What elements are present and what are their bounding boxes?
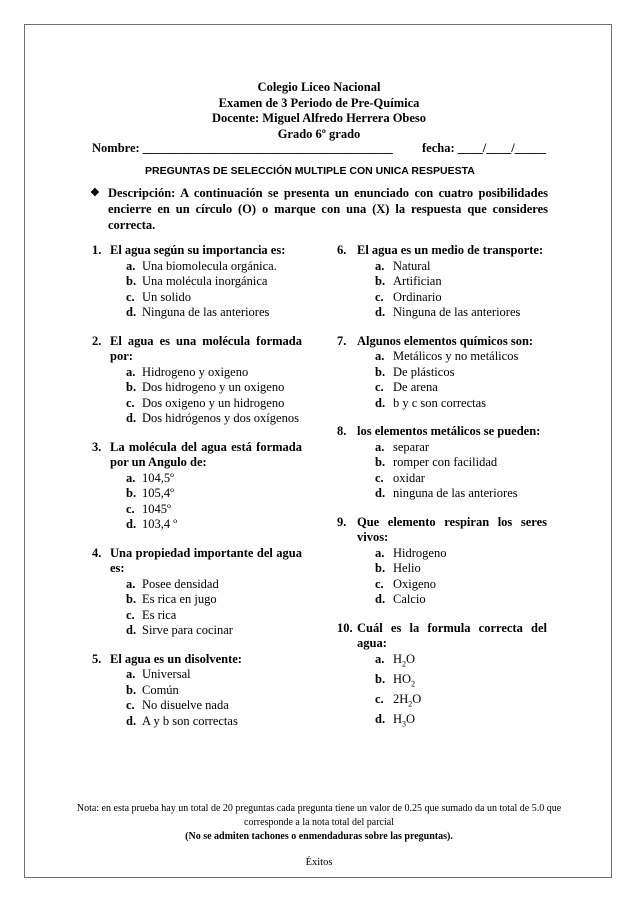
question-text: El agua es un disolvente: bbox=[110, 651, 242, 666]
option-text: $H_3O$ bbox=[393, 711, 416, 728]
option-text: No disuelve nada bbox=[142, 698, 229, 712]
question-number: 9. bbox=[337, 514, 347, 529]
option-letter: d. bbox=[126, 517, 137, 531]
answer-option[interactable] bbox=[92, 592, 302, 608]
option-text: Artifician bbox=[393, 274, 442, 288]
options-list bbox=[92, 471, 302, 533]
option-text: Dos hidrogeno y un oxigeno bbox=[142, 380, 285, 394]
option-letter: a. bbox=[126, 667, 136, 681]
answer-option[interactable] bbox=[337, 440, 547, 456]
answer-option[interactable] bbox=[92, 365, 302, 381]
option-text: 1045º bbox=[142, 501, 171, 516]
option-text: Ninguna de las anteriores bbox=[393, 305, 521, 319]
name-field[interactable]: Nombre: ________________________________________ bbox=[92, 141, 393, 155]
options-list bbox=[92, 577, 302, 639]
options-list bbox=[92, 259, 302, 321]
question-number: 5. bbox=[92, 651, 102, 666]
answer-option[interactable] bbox=[337, 672, 547, 692]
question-number: 10. bbox=[337, 620, 353, 635]
answer-option[interactable] bbox=[92, 259, 302, 275]
option-text: De plásticos bbox=[393, 364, 455, 379]
answer-option[interactable] bbox=[337, 486, 547, 502]
option-text: Hidrogeno bbox=[393, 545, 447, 560]
option-letter: b. bbox=[375, 561, 386, 575]
options-list bbox=[337, 349, 547, 411]
answer-option[interactable] bbox=[92, 396, 302, 412]
answer-option[interactable] bbox=[92, 290, 302, 306]
option-letter: b. bbox=[126, 380, 137, 394]
grade-label: Grado 6º grado bbox=[277, 126, 361, 141]
answer-option[interactable] bbox=[92, 698, 302, 714]
question-text: los elementos metálicos se pueden: bbox=[357, 424, 541, 438]
answer-option[interactable] bbox=[337, 471, 547, 487]
answer-option[interactable] bbox=[337, 592, 547, 608]
option-text: separar bbox=[393, 439, 430, 454]
question-10 bbox=[337, 621, 547, 732]
option-letter: d. bbox=[126, 713, 137, 728]
answer-option[interactable] bbox=[337, 692, 547, 712]
answer-option[interactable] bbox=[92, 623, 302, 639]
option-text: Calcio bbox=[393, 592, 426, 606]
options-list bbox=[337, 440, 547, 502]
option-letter: a. bbox=[375, 545, 385, 560]
exam-header bbox=[0, 80, 638, 142]
question-9 bbox=[337, 515, 547, 608]
option-letter: b. bbox=[126, 486, 137, 500]
option-letter: b. bbox=[126, 592, 137, 606]
option-letter: c. bbox=[126, 289, 135, 304]
answer-option[interactable] bbox=[92, 305, 302, 321]
answer-option[interactable] bbox=[92, 608, 302, 624]
option-text: Ninguna de las anteriores bbox=[142, 305, 270, 319]
option-text: 104,5º bbox=[142, 470, 175, 485]
option-text: 105,4º bbox=[142, 486, 175, 500]
option-text: oxidar bbox=[393, 470, 425, 485]
answer-option[interactable] bbox=[337, 546, 547, 562]
option-text: Ordinario bbox=[393, 289, 442, 304]
questions-left-column bbox=[92, 243, 302, 742]
option-letter: a. bbox=[126, 258, 136, 273]
option-text: romper con facilidad bbox=[393, 455, 498, 469]
answer-option[interactable] bbox=[337, 365, 547, 381]
option-letter: c. bbox=[126, 395, 135, 410]
date-field[interactable]: fecha: ____/____/_____ bbox=[422, 141, 546, 155]
question-text: El agua es un medio de transporte: bbox=[357, 243, 544, 257]
description bbox=[92, 185, 548, 233]
question-number: 8. bbox=[337, 424, 347, 438]
question-1 bbox=[92, 243, 302, 321]
question-text: Una propiedad importante del agua es: bbox=[110, 545, 302, 575]
option-text: Sirve para cocinar bbox=[142, 623, 233, 637]
question-8 bbox=[337, 424, 547, 502]
option-text: $2H_2O$ bbox=[393, 691, 422, 708]
option-text: Es rica bbox=[142, 607, 177, 622]
question-text: El agua es una molécula formada por: bbox=[110, 333, 302, 363]
option-letter: b. bbox=[126, 682, 137, 697]
option-text: $H_2O$ bbox=[393, 651, 416, 668]
answer-option[interactable] bbox=[337, 290, 547, 306]
options-list bbox=[92, 667, 302, 729]
option-letter: c. bbox=[375, 470, 384, 485]
option-text: Es rica en jugo bbox=[142, 592, 217, 606]
footer-warning: (No se admiten tachones o enmendaduras sobre las preguntas). bbox=[185, 831, 453, 842]
option-text: Helio bbox=[393, 561, 421, 575]
answer-option[interactable] bbox=[92, 714, 302, 730]
option-text: Universal bbox=[142, 667, 191, 681]
options-list bbox=[337, 652, 547, 732]
option-letter: a. bbox=[375, 651, 385, 666]
option-text: Un solido bbox=[142, 289, 191, 304]
description-text: Descripción: A continuación se presenta un enunciado con cuatro posibilidades encierre en un círculo (O) o marque con una (X) la respuesta que consideres correcta. bbox=[108, 186, 548, 232]
option-letter: d. bbox=[375, 711, 386, 726]
footer bbox=[74, 802, 564, 844]
questions-right-column bbox=[337, 243, 547, 745]
option-text: $HO_2$ bbox=[393, 671, 416, 688]
option-letter: b. bbox=[375, 364, 386, 379]
options-list bbox=[337, 259, 547, 321]
answer-option[interactable] bbox=[92, 683, 302, 699]
answer-option[interactable] bbox=[337, 577, 547, 593]
answer-option[interactable] bbox=[337, 349, 547, 365]
option-letter: c. bbox=[126, 501, 135, 516]
question-6 bbox=[337, 243, 547, 321]
option-letter: d. bbox=[375, 305, 386, 319]
question-number: 7. bbox=[337, 333, 347, 348]
option-letter: a. bbox=[375, 349, 385, 363]
option-letter: c. bbox=[375, 380, 384, 394]
question-number: 2. bbox=[92, 333, 102, 348]
option-text: Oxigeno bbox=[393, 576, 437, 591]
option-letter: d. bbox=[375, 486, 386, 500]
option-letter: a. bbox=[375, 439, 385, 454]
option-letter: c. bbox=[375, 289, 384, 304]
answer-option[interactable] bbox=[92, 667, 302, 683]
option-text: Metálicos y no metálicos bbox=[393, 349, 519, 363]
options-list bbox=[92, 365, 302, 427]
question-number: 1. bbox=[92, 243, 102, 257]
question-7 bbox=[337, 334, 547, 412]
options-list bbox=[337, 546, 547, 608]
question-number: 6. bbox=[337, 243, 347, 257]
option-text: A y b son correctas bbox=[142, 713, 238, 728]
answer-option[interactable] bbox=[337, 396, 547, 412]
option-letter: c. bbox=[375, 576, 384, 591]
option-text: Natural bbox=[393, 258, 431, 273]
answer-option[interactable] bbox=[92, 411, 302, 427]
question-5 bbox=[92, 652, 302, 730]
exam-title: Examen de 3 Periodo de Pre-Química bbox=[218, 95, 420, 110]
question-text: Que elemento respiran los seres vivos: bbox=[357, 514, 547, 544]
answer-option[interactable] bbox=[92, 517, 302, 533]
option-letter: a. bbox=[126, 470, 136, 485]
question-2 bbox=[92, 334, 302, 427]
answer-option[interactable] bbox=[337, 380, 547, 396]
option-text: Dos oxigeno y un hidrogeno bbox=[142, 395, 285, 410]
closing-text: Éxitos bbox=[305, 857, 333, 868]
option-text: Una biomolecula orgánica. bbox=[142, 258, 277, 273]
footer-note: Nota: en esta prueba hay un total de 20 preguntas cada pregunta tiene un valor de 0.25 que sumado da un total de 5.0 que corresponde a la nota total del parcial bbox=[76, 803, 562, 828]
diamond-bullet-icon: ❖ bbox=[90, 187, 100, 199]
option-letter: d. bbox=[126, 411, 137, 425]
answer-option[interactable] bbox=[337, 712, 547, 732]
option-letter: c. bbox=[375, 691, 384, 706]
option-letter: b. bbox=[375, 455, 386, 469]
option-text: b y c son correctas bbox=[393, 395, 487, 410]
option-letter: b. bbox=[126, 274, 137, 288]
question-text: Cuál es la formula correcta del agua: bbox=[357, 620, 547, 650]
option-text: Común bbox=[142, 682, 179, 697]
option-text: Posee densidad bbox=[142, 576, 219, 591]
answer-option[interactable] bbox=[337, 259, 547, 275]
name-date-row bbox=[92, 141, 552, 156]
answer-option[interactable] bbox=[92, 502, 302, 518]
option-letter: a. bbox=[126, 576, 136, 591]
option-letter: d. bbox=[375, 395, 386, 410]
answer-option[interactable] bbox=[92, 486, 302, 502]
option-text: Dos hidrógenos y dos oxígenos bbox=[142, 411, 299, 425]
answer-option[interactable] bbox=[92, 471, 302, 487]
question-4 bbox=[92, 546, 302, 639]
option-letter: b. bbox=[375, 274, 386, 288]
option-letter: d. bbox=[375, 592, 386, 606]
section-title: PREGUNTAS DE SELECCIÓN MULTIPLE CON UNICA RESPUESTA bbox=[145, 165, 475, 177]
option-letter: a. bbox=[126, 364, 136, 379]
answer-option[interactable] bbox=[92, 274, 302, 290]
question-3 bbox=[92, 440, 302, 533]
option-letter: b. bbox=[375, 671, 386, 686]
answer-option[interactable] bbox=[337, 652, 547, 672]
answer-option[interactable] bbox=[92, 577, 302, 593]
option-letter: d. bbox=[126, 623, 137, 637]
option-text: ninguna de las anteriores bbox=[393, 486, 518, 500]
option-text: De arena bbox=[393, 380, 438, 394]
question-number: 3. bbox=[92, 439, 102, 454]
option-letter: d. bbox=[126, 305, 137, 319]
option-letter: a. bbox=[375, 258, 385, 273]
option-letter: c. bbox=[126, 607, 135, 622]
answer-option[interactable] bbox=[337, 305, 547, 321]
option-letter: c. bbox=[126, 698, 135, 712]
question-number: 4. bbox=[92, 545, 102, 560]
question-text: Algunos elementos químicos son: bbox=[357, 333, 534, 348]
option-text: Hidrogeno y oxigeno bbox=[142, 364, 249, 379]
answer-option[interactable] bbox=[337, 274, 547, 290]
school-name: Colegio Liceo Nacional bbox=[257, 80, 381, 94]
question-text: El agua según su importancia es: bbox=[110, 243, 286, 257]
answer-option[interactable] bbox=[337, 561, 547, 577]
option-text: Una molécula inorgánica bbox=[142, 274, 268, 288]
teacher-name: Docente: Miguel Alfredo Herrera Obeso bbox=[211, 111, 427, 125]
question-text: La molécula del agua está formada por un Angulo de: bbox=[110, 439, 302, 469]
answer-option[interactable] bbox=[337, 455, 547, 471]
answer-option[interactable] bbox=[92, 380, 302, 396]
option-text: 103,4 º bbox=[142, 517, 178, 531]
